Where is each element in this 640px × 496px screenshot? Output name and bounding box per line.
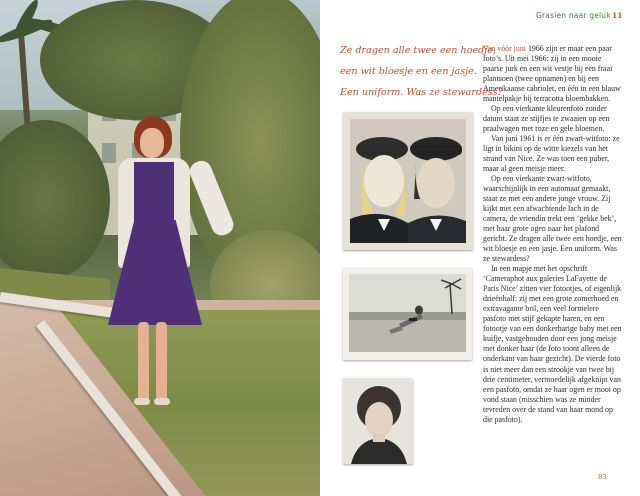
face	[140, 128, 164, 158]
beach-photo-image	[349, 274, 466, 352]
photo-booth-image	[350, 119, 466, 243]
pull-quote-line: Een uniform. Was ze stewardess?	[340, 87, 503, 98]
shoe	[154, 398, 170, 405]
running-head: Grasien naar geluk	[536, 11, 611, 20]
leg	[138, 322, 149, 402]
page-number-top: 11	[612, 11, 623, 20]
beach-illustration	[349, 274, 466, 352]
pull-quote	[340, 40, 503, 103]
passport-photo	[343, 378, 413, 464]
paragraph	[483, 44, 623, 104]
photo-booth-two-women	[343, 112, 473, 250]
woman-figure	[100, 110, 210, 420]
paragraph: Op een vierkante zwart-witfoto, waarschijnlijk in een automaat gemaakt, staat ze met een andere jonge vrouw. Zij kijkt met een afwachtende lach in de camera, de vriendin trekt een ‘gekke bek’, met haar grote ogen naar het plafond gericht. Ze dragen alle twee een hoedje, een wit bloesje en een jasje. Een uniform. Was ze stewardess?	[483, 174, 622, 264]
paragraph: Op een vierkante kleurenfoto zonder datum staat ze stijfjes te zwaaien op een praalwagen met roze en gele bloemen.	[483, 104, 610, 134]
lead-in: Van vóór juni	[483, 44, 526, 53]
body-text-column	[483, 44, 623, 425]
two-women-illustration	[350, 119, 466, 243]
pull-quote-line: Ze dragen alle twee een hoedje,	[340, 45, 497, 56]
photo-beach-nice	[343, 268, 472, 360]
paragraph: In een mapje met het opschrift ‘Cameraphot aux galeries LaFayette de Paris Nice’ zitten vier fotootjes, of eigenlijk drieënhalf: zij met een grote zomerhoed en extravagante bril, een veel formelere pasfoto met stijf gekapte haren, en een fotootje van een donkerharige baby met een kuifje, vastgehouden door een jong meisje met donker haar (de foto toont alleen de onderkant van haar gezicht). De vierde foto is niet meer dan een strookje van twee bij drie centimeter, vermoedelijk afgeknipt van een pasfoto, omdat ze haar ogen er mooi op vond staan (misschien was ze minder tevreden over de stand van haar mond op die pasfoto).	[483, 264, 622, 424]
purple-dress-bodice	[134, 162, 174, 224]
paragraph: Van juni 1961 is er één zwart-witfoto: ze ligt in bikini op de witte kiezels van het strand van Nice. Ze was toen een puber, maar al geen meisje meer.	[483, 134, 620, 174]
page-number-bottom: 83	[598, 473, 607, 481]
shoe	[134, 398, 150, 405]
passport-photo-image	[343, 378, 413, 464]
paragraph-text: 1966 zijn er maar een paar foto’s. Uit mei 1966: zij in een mooie paarse jurk en een wit vestje bij een fraai plantsoen (twee opnamen) en bij een Amerikaanse cabriolet, en één in een blauw mantelpakje bij terracotta bloembakken.	[483, 44, 621, 104]
pull-quote-line: een wit bloesje en een jasje.	[340, 66, 477, 77]
leg	[156, 322, 167, 402]
portrait-illustration	[343, 378, 413, 464]
